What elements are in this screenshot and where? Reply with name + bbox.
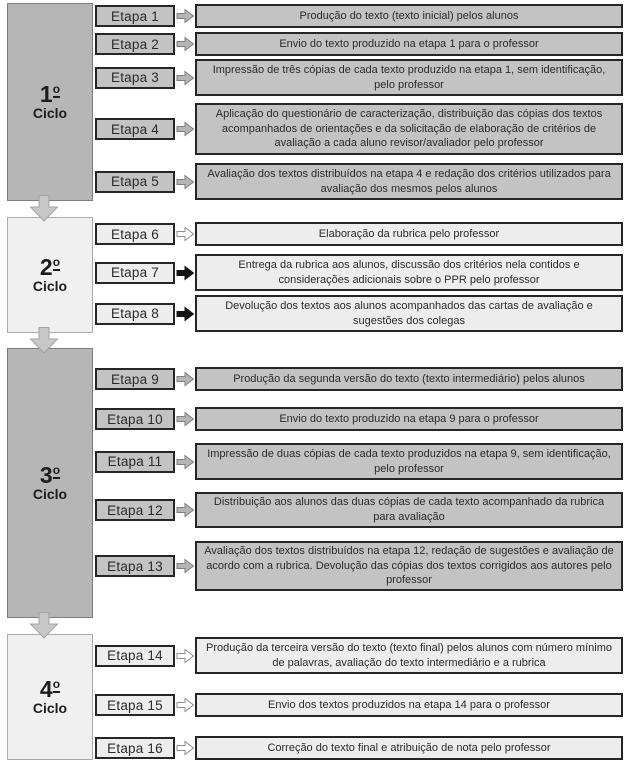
etapa-15-label-box: Etapa 15	[95, 694, 175, 716]
right-arrow-icon	[175, 35, 195, 53]
right-arrow-icon	[175, 7, 195, 25]
etapa-1-description: Produção do texto (texto inicial) pelos alunos	[195, 4, 623, 28]
etapa-14-description: Produção da terceira versão do texto (texto final) pelos alunos com número mínimo de palavras, avaliação do texto intermediário e a rubrica	[195, 637, 623, 674]
right-arrow-icon	[175, 305, 195, 323]
etapa-1-row	[95, 4, 623, 28]
right-arrow-icon	[175, 120, 195, 138]
down-arrow-icon	[29, 195, 59, 222]
etapa-4-description: Aplicação do questionário de caracterização, distribuição das cópias dos textos acompanhados de orientações e da solicitação de elaboração de critérios de avaliação a cada aluno revisor/avaliador pelo professor	[195, 103, 623, 155]
etapa-12-label-box: Etapa 12	[95, 499, 175, 521]
cycle-2-label: 2$^o$ Ciclo	[32, 253, 68, 294]
cycle-1-label: 1$^o$ Ciclo	[32, 80, 68, 121]
etapa-12-description: Distribuição aos alunos das duas cópias de cada texto acompanhado da rubrica para avaliação	[195, 492, 623, 528]
etapa-7-label-box: Etapa 7	[95, 262, 175, 284]
etapa-2-description: Envio do texto produzido na etapa 1 para o professor	[195, 32, 623, 56]
down-arrow-icon	[29, 612, 59, 639]
etapa-10-label-box: Etapa 10	[95, 408, 175, 430]
etapa-13-row	[95, 541, 623, 591]
etapa-2-row	[95, 32, 623, 56]
etapa-8-row	[95, 295, 623, 332]
etapa-16-label-box: Etapa 16	[95, 737, 175, 759]
etapa-10-row	[95, 407, 623, 431]
right-arrow-icon	[175, 696, 195, 714]
etapa-8-label-box: Etapa 8	[95, 303, 175, 325]
etapa-13-label-box: Etapa 13	[95, 555, 175, 577]
etapa-11-row	[95, 443, 623, 480]
right-arrow-icon	[175, 225, 195, 243]
etapa-13-description: Avaliação dos textos distribuídos na etapa 12, redação de sugestões e avaliação de acordo com a rubrica. Devolução das cópias dos textos corrigidos aos autores pelo professor	[195, 541, 623, 591]
etapa-1-label-box: Etapa 1	[95, 5, 175, 27]
down-arrow-icon	[29, 327, 59, 354]
right-arrow-icon	[175, 557, 195, 575]
right-arrow-icon	[175, 69, 195, 87]
etapa-11-description: Impressão de duas cópias de cada texto produzidos na etapa 9, sem identificação, pelo professor	[195, 443, 623, 480]
cycle-2-box	[7, 217, 93, 333]
cycle-1-box	[7, 3, 93, 201]
etapa-9-row	[95, 367, 623, 391]
etapa-4-label-box: Etapa 4	[95, 118, 175, 140]
right-arrow-icon	[175, 647, 195, 665]
right-arrow-icon	[175, 370, 195, 388]
etapa-5-label-box: Etapa 5	[95, 171, 175, 193]
etapa-6-description: Elaboração da rubrica pelo professor	[195, 222, 623, 246]
etapa-12-row	[95, 492, 623, 528]
right-arrow-icon	[175, 410, 195, 428]
right-arrow-icon	[175, 264, 195, 282]
etapa-8-description: Devolução dos textos aos alunos acompanhados das cartas de avaliação e sugestões dos colegas	[195, 295, 623, 332]
etapa-11-label-box: Etapa 11	[95, 451, 175, 473]
cycle-3-box	[7, 348, 93, 618]
etapa-9-description: Produção da segunda versão do texto (texto intermediário) pelos alunos	[195, 367, 623, 391]
cycle-3-label: 3$^o$ Ciclo	[32, 461, 68, 502]
etapa-3-row	[95, 59, 623, 96]
etapa-16-row	[95, 736, 623, 760]
etapa-5-row	[95, 163, 623, 200]
etapa-14-label-box: Etapa 14	[95, 645, 175, 667]
etapa-7-description: Entrega da rubrica aos alunos, discussão dos critérios nela contidos e considerações adicionais sobre o PPR pelo professor	[195, 254, 623, 291]
etapa-6-label-box: Etapa 6	[95, 223, 175, 245]
right-arrow-icon	[175, 173, 195, 191]
etapa-5-description: Avaliação dos textos distribuídos na etapa 4 e redação dos critérios utilizados para avaliação dos mesmos pelos alunos	[195, 163, 623, 200]
etapa-15-description: Envio dos textos produzidos na etapa 14 para o professor	[195, 693, 623, 717]
right-arrow-icon	[175, 453, 195, 471]
cycle-4-label: 4$^o$ Ciclo	[32, 675, 68, 716]
etapa-9-label-box: Etapa 9	[95, 368, 175, 390]
etapa-3-description: Impressão de três cópias de cada texto produzido na etapa 1, sem identificação, pelo professor	[195, 59, 623, 96]
etapa-15-row	[95, 693, 623, 717]
right-arrow-icon	[175, 501, 195, 519]
etapa-2-label-box: Etapa 2	[95, 33, 175, 55]
etapa-14-row	[95, 637, 623, 674]
etapa-3-label-box: Etapa 3	[95, 67, 175, 89]
etapa-4-row	[95, 103, 623, 155]
etapa-10-description: Envio do texto produzido na etapa 9 para o professor	[195, 407, 623, 431]
cycle-4-box	[7, 634, 93, 760]
etapa-6-row	[95, 222, 623, 246]
etapa-7-row	[95, 254, 623, 291]
etapa-16-description: Correção do texto final e atribuição de nota pelo professor	[195, 736, 623, 760]
right-arrow-icon	[175, 739, 195, 757]
